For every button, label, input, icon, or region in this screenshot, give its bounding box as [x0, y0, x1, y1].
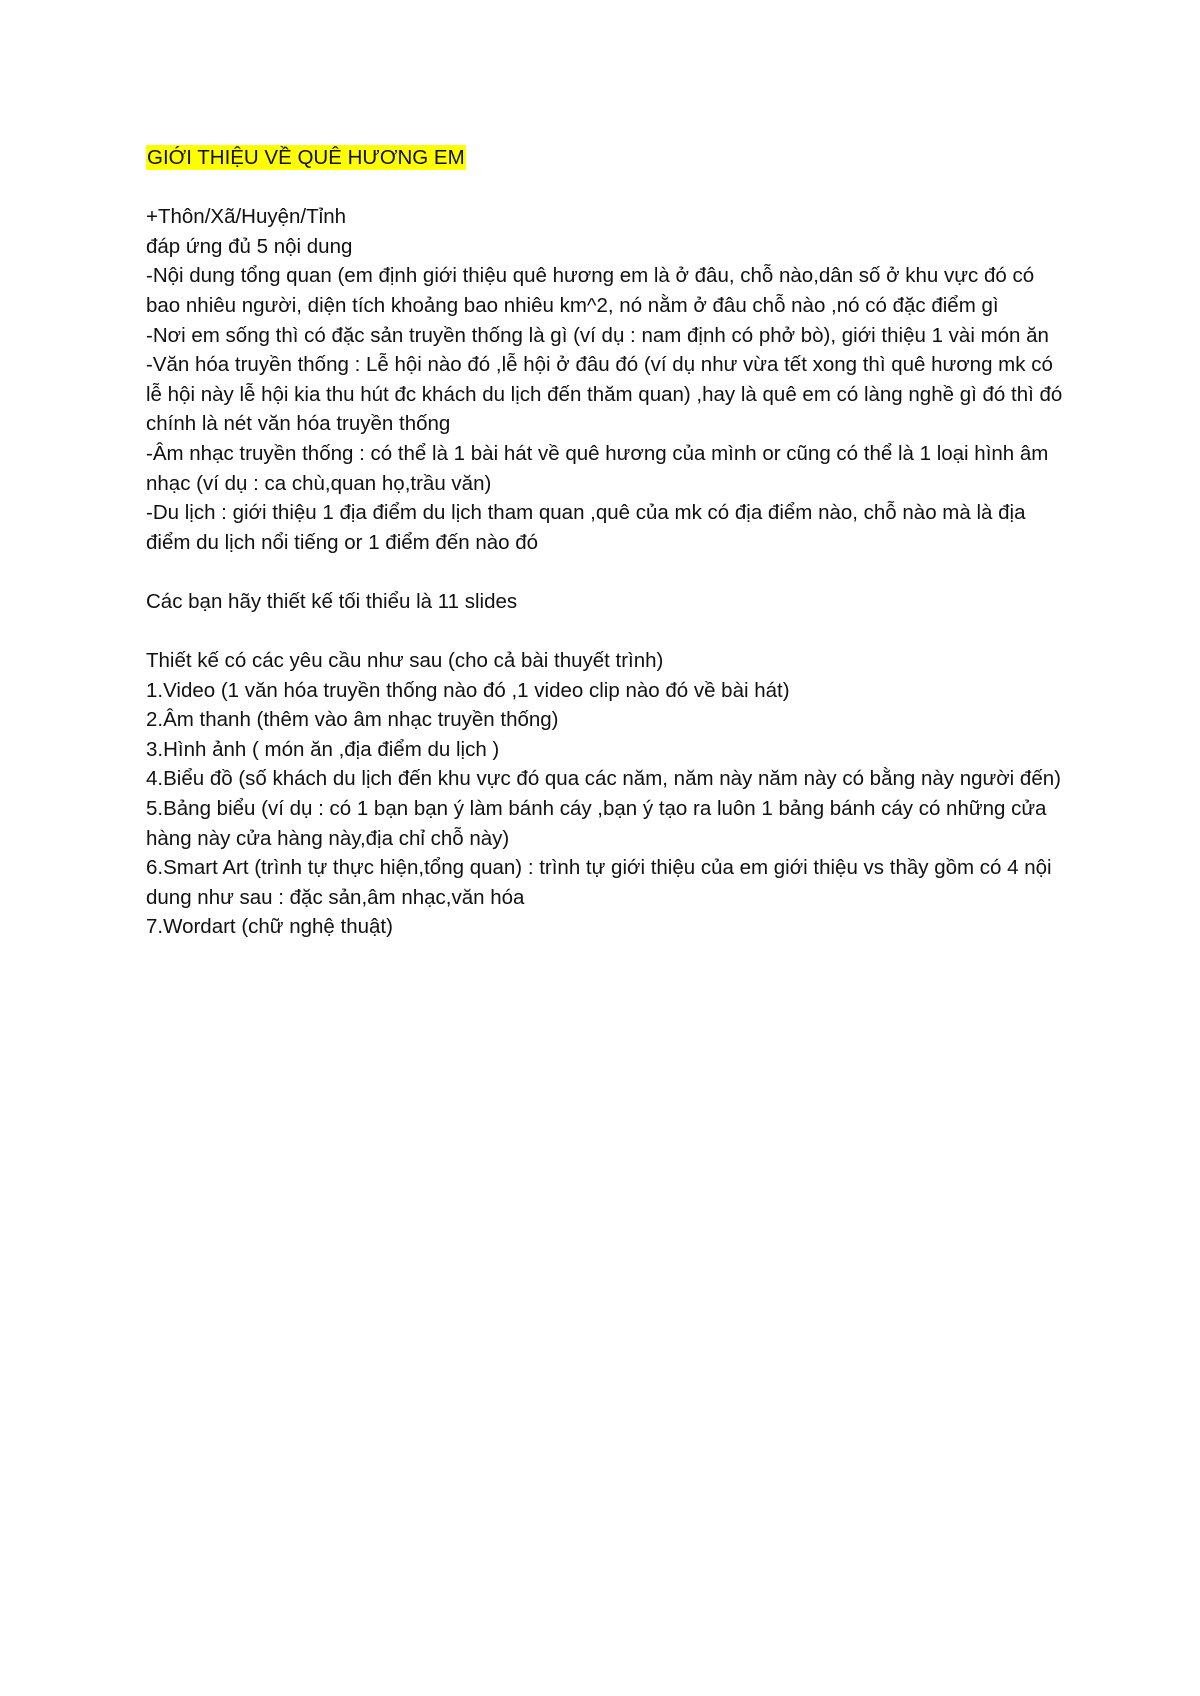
requirement-images: 3.Hình ảnh ( món ăn ,địa điểm du lịch ): [146, 737, 500, 761]
requirement-video: 1.Video (1 văn hóa truyền thống nào đó ,1 video clip nào đó về bài hát): [146, 678, 790, 702]
requirement-wordart: 7.Wordart (chữ nghệ thuật): [146, 915, 393, 939]
title-line: [146, 143, 1066, 173]
spacer: [146, 173, 1066, 203]
content-item-music: -Âm nhạc truyền thống : có thể là 1 bài hát về quê hương của mình or cũng có thể là 1 loại hình âm nhạc (ví dụ : ca chù,quan họ,trầu văn): [146, 441, 1049, 495]
requirement-smartart: 6.Smart Art (trình tự thực hiện,tổng quan) : trình tự giới thiệu của em giới thiệu vs thầy gồm có 4 nội dung như sau : đặc sản,âm nhạc,văn hóa: [146, 856, 1052, 909]
intro-location: +Thôn/Xã/Huyện/Tỉnh: [146, 205, 346, 229]
content-item-overview: -Nội dung tổng quan (em định giới thiệu quê hương em là ở đâu, chỗ nào,dân số ở khu vực đó có bao nhiêu người, diện tích khoảng bao nhiêu km^2, nó nằm ở đâu chỗ nào ,nó có đặc điểm gì: [146, 264, 1035, 317]
requirement-chart: 4.Biểu đồ (số khách du lịch đến khu vực đó qua các năm, năm này năm này có bằng này người đến): [146, 767, 1061, 791]
requirement-audio: 2.Âm thanh (thêm vào âm nhạc truyền thống): [146, 708, 559, 732]
content-item-specialty: -Nơi em sống thì có đặc sản truyền thống là gì (ví dụ : nam định có phở bò), giới thiệu 1 vài món ăn: [146, 323, 1049, 347]
spacer: [146, 557, 1066, 587]
spacer: [146, 617, 1066, 647]
document-page: [146, 143, 1066, 942]
content-item-culture: -Văn hóa truyền thống : Lễ hội nào đó ,lễ hội ở đâu đó (ví dụ như vừa tết xong thì quê hương mk có lễ hội này lễ hội kia thu hút đc khách du lịch đến thăm quan) ,hay là quê em có làng nghề gì đó thì đó chính là nét văn hóa truyền thống: [146, 353, 1063, 436]
intro-requirement: đáp ứng đủ 5 nội dung: [146, 234, 353, 258]
requirement-table: 5.Bảng biểu (ví dụ : có 1 bạn bạn ý làm bánh cáy ,bạn ý tạo ra luôn 1 bảng bánh cáy có những cửa hàng này cửa hàng này,địa chỉ chỗ này): [146, 797, 1047, 850]
document-title: GIỚI THIỆU VỀ QUÊ HƯƠNG EM: [147, 146, 465, 169]
content-item-tourism: -Du lịch : giới thiệu 1 địa điểm du lịch tham quan ,quê của mk có địa điểm nào, chỗ nào mà là địa điểm du lịch nổi tiếng or 1 điểm đến nào đó: [146, 501, 1026, 554]
slides-note: Các bạn hãy thiết kế tối thiểu là 11 slides: [146, 589, 518, 613]
requirements-heading: Thiết kế có các yêu cầu như sau (cho cả bài thuyết trình): [146, 649, 664, 673]
